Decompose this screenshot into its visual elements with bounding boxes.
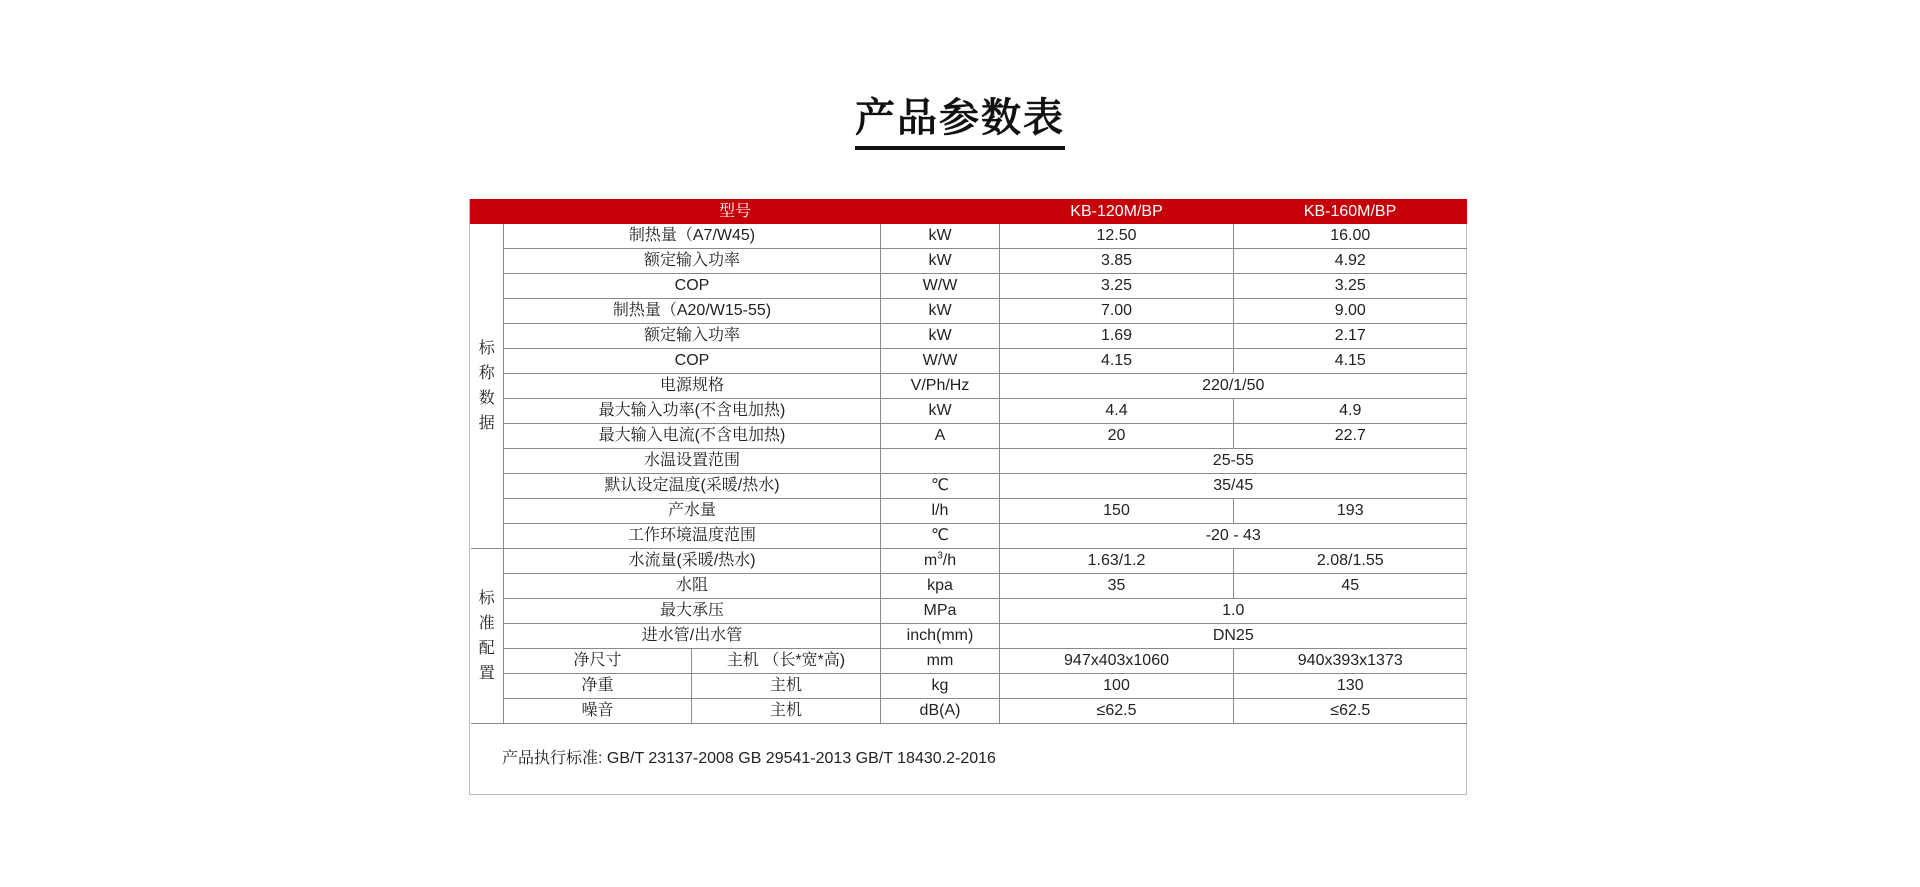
group-nominal-data: [471, 224, 504, 549]
param-name: 水流量(采暖/热水): [504, 549, 881, 574]
value-merged: 35/45: [1000, 474, 1467, 499]
value-merged: 25-55: [1000, 449, 1467, 474]
param-unit: V/Ph/Hz: [881, 374, 1000, 399]
param-name: 电源规格: [504, 374, 881, 399]
group-char: 数: [478, 390, 495, 407]
group-standard-config: [471, 549, 504, 724]
group-char: 标: [478, 340, 495, 357]
value-b: 4.15: [1234, 349, 1467, 374]
value-a: 3.85: [1000, 249, 1234, 274]
table-row: [471, 424, 1467, 449]
param-unit: ℃: [881, 474, 1000, 499]
value-merged: -20 - 43: [1000, 524, 1467, 549]
value-b: 9.00: [1234, 299, 1467, 324]
value-b: 940x393x1373: [1234, 649, 1467, 674]
param-unit: W/W: [881, 349, 1000, 374]
param-unit: A: [881, 424, 1000, 449]
value-a: 7.00: [1000, 299, 1234, 324]
table-row: [471, 499, 1467, 524]
param-name: 最大承压: [504, 599, 881, 624]
param-name: 最大输入功率(不含电加热): [504, 399, 881, 424]
group-char: 称: [478, 365, 495, 382]
table-row: [471, 649, 1467, 674]
table-row: [471, 474, 1467, 499]
table-row: [471, 249, 1467, 274]
param-name: COP: [504, 274, 881, 299]
value-b: 2.17: [1234, 324, 1467, 349]
group-char: 标: [478, 590, 495, 607]
param-unit: dB(A): [881, 699, 1000, 724]
param-unit: kW: [881, 399, 1000, 424]
table-row: [471, 449, 1467, 474]
param-unit: kpa: [881, 574, 1000, 599]
value-b: 22.7: [1234, 424, 1467, 449]
param-unit: kW: [881, 324, 1000, 349]
table-row: [471, 674, 1467, 699]
param-name: 默认设定温度(采暖/热水): [504, 474, 881, 499]
value-a: 3.25: [1000, 274, 1234, 299]
table-row: [471, 524, 1467, 549]
value-a: 12.50: [1000, 224, 1234, 249]
param-name: 额定输入功率: [504, 324, 881, 349]
table-header-row: [471, 200, 1467, 224]
value-a: 947x403x1060: [1000, 649, 1234, 674]
value-merged: 220/1/50: [1000, 374, 1467, 399]
param-name: 进水管/出水管: [504, 624, 881, 649]
value-b: 3.25: [1234, 274, 1467, 299]
group-char: 准: [478, 615, 495, 632]
param-unit: ℃: [881, 524, 1000, 549]
table-row: [471, 574, 1467, 599]
value-a: 150: [1000, 499, 1234, 524]
standards-footer: [470, 724, 1466, 794]
table-row: [471, 324, 1467, 349]
param-unit: l/h: [881, 499, 1000, 524]
param-sub: 主机: [692, 674, 881, 699]
param-unit: kW: [881, 249, 1000, 274]
model-label: 型号: [471, 200, 1000, 224]
value-b: 4.9: [1234, 399, 1467, 424]
param-unit: inch(mm): [881, 624, 1000, 649]
value-a: 4.15: [1000, 349, 1234, 374]
value-a: 1.63/1.2: [1000, 549, 1234, 574]
unit-superscript: 3: [937, 550, 943, 562]
value-b: 16.00: [1234, 224, 1467, 249]
param-unit: W/W: [881, 274, 1000, 299]
value-b: ≤62.5: [1234, 699, 1467, 724]
group-char: 置: [478, 665, 495, 682]
param-name: 净尺寸: [504, 649, 692, 674]
table-row: [471, 624, 1467, 649]
param-unit: kW: [881, 299, 1000, 324]
param-name: COP: [504, 349, 881, 374]
param-unit: [881, 549, 1000, 574]
param-name: 工作环境温度范围: [504, 524, 881, 549]
table-row: [471, 399, 1467, 424]
param-sub: 主机: [692, 699, 881, 724]
spec-table-body: [471, 224, 1467, 724]
value-b: 193: [1234, 499, 1467, 524]
param-unit: kW: [881, 224, 1000, 249]
value-a: 20: [1000, 424, 1234, 449]
table-row: [471, 374, 1467, 399]
value-a: 1.69: [1000, 324, 1234, 349]
table-row: [471, 549, 1467, 574]
standards-text: 产品执行标准: GB/T 23137-2008 GB 29541-2013 GB/T 18430.2-2016: [502, 750, 996, 767]
value-b: 45: [1234, 574, 1467, 599]
param-unit: [881, 449, 1000, 474]
param-name: 制热量（A7/W45): [504, 224, 881, 249]
table-row: [471, 274, 1467, 299]
table-row: [471, 699, 1467, 724]
value-a: 35: [1000, 574, 1234, 599]
param-name: 噪音: [504, 699, 692, 724]
value-a: 100: [1000, 674, 1234, 699]
model-b: KB-160M/BP: [1234, 200, 1467, 224]
value-b: 130: [1234, 674, 1467, 699]
param-name: 产水量: [504, 499, 881, 524]
table-row: [471, 349, 1467, 374]
param-name: 制热量（A20/W15-55): [504, 299, 881, 324]
param-name: 最大输入电流(不含电加热): [504, 424, 881, 449]
param-sub: 主机 （长*宽*高): [692, 649, 881, 674]
spec-sheet: [469, 199, 1467, 795]
param-unit: mm: [881, 649, 1000, 674]
value-b: 4.92: [1234, 249, 1467, 274]
value-merged: DN25: [1000, 624, 1467, 649]
param-unit: MPa: [881, 599, 1000, 624]
unit-base: m: [923, 552, 938, 569]
table-row: [471, 224, 1467, 249]
param-unit: kg: [881, 674, 1000, 699]
unit-tail: /h: [942, 552, 957, 569]
model-a: KB-120M/BP: [1000, 200, 1234, 224]
page-title: 产品参数表: [855, 96, 1065, 150]
value-a: ≤62.5: [1000, 699, 1234, 724]
title-wrap: [0, 96, 1920, 150]
group-char: 配: [478, 640, 495, 657]
param-name: 净重: [504, 674, 692, 699]
value-b: 2.08/1.55: [1234, 549, 1467, 574]
group-char: 据: [478, 415, 495, 432]
spec-table: [470, 199, 1467, 724]
table-row: [471, 299, 1467, 324]
param-name: 额定输入功率: [504, 249, 881, 274]
value-a: 4.4: [1000, 399, 1234, 424]
param-name: 水阻: [504, 574, 881, 599]
table-row: [471, 599, 1467, 624]
param-name: 水温设置范围: [504, 449, 881, 474]
value-merged: 1.0: [1000, 599, 1467, 624]
